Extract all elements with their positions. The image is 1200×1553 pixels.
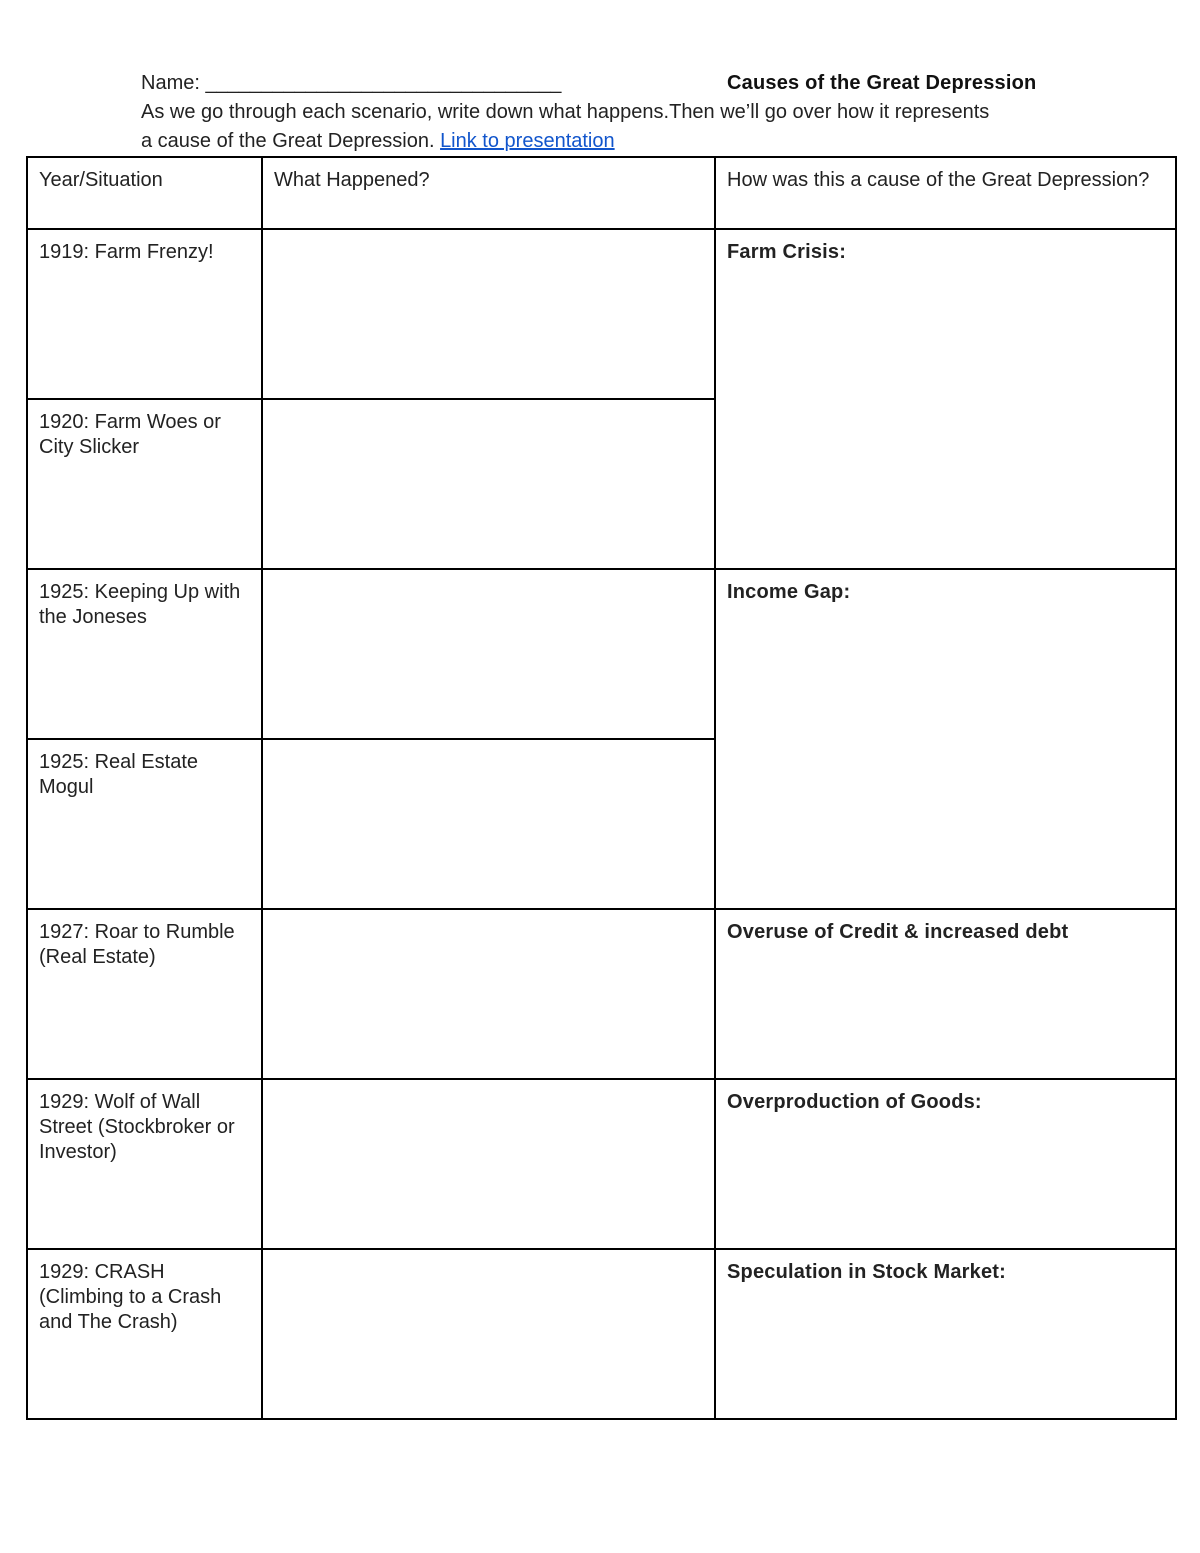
cause-answer-cell[interactable]: Farm Crisis: xyxy=(715,229,1176,569)
situation-cell: 1920: Farm Woes or City Slicker xyxy=(27,399,262,569)
situation-cell: 1929: Wolf of Wall Street (Stockbroker or Investor) xyxy=(27,1079,262,1249)
instructions-line-2 xyxy=(141,129,615,153)
what-happened-answer-cell[interactable] xyxy=(262,909,715,1079)
situation-cell: 1919: Farm Frenzy! xyxy=(27,229,262,399)
table-row xyxy=(27,909,1176,1079)
what-happened-answer-cell[interactable] xyxy=(262,399,715,569)
situation-cell: 1925: Keeping Up with the Joneses xyxy=(27,569,262,739)
presentation-link[interactable]: Link to presentation xyxy=(440,130,615,152)
what-happened-answer-cell[interactable] xyxy=(262,1249,715,1419)
column-header-year-situation: Year/Situation xyxy=(27,157,262,229)
name-field-label: Name: ________________________________ xyxy=(141,72,562,94)
table-row xyxy=(27,569,1176,739)
what-happened-answer-cell[interactable] xyxy=(262,229,715,399)
what-happened-answer-cell[interactable] xyxy=(262,569,715,739)
table-row xyxy=(27,1079,1176,1249)
scenario-table xyxy=(26,156,1177,1420)
worksheet-title: Causes of the Great Depression xyxy=(727,72,1037,94)
column-header-what-happened: What Happened? xyxy=(262,157,715,229)
table-header-row xyxy=(27,157,1176,229)
cause-answer-cell[interactable]: Overproduction of Goods: xyxy=(715,1079,1176,1249)
column-header-cause: How was this a cause of the Great Depression? xyxy=(715,157,1176,229)
cause-answer-cell[interactable]: Income Gap: xyxy=(715,569,1176,909)
what-happened-answer-cell[interactable] xyxy=(262,739,715,909)
instructions-line-1: As we go through each scenario, write down what happens.Then we’ll go over how it represents xyxy=(141,101,990,123)
instructions-line-2-text: a cause of the Great Depression. xyxy=(141,130,441,152)
situation-cell: 1925: Real Estate Mogul xyxy=(27,739,262,909)
cause-answer-cell[interactable]: Speculation in Stock Market: xyxy=(715,1249,1176,1419)
table-row xyxy=(27,229,1176,399)
table-row xyxy=(27,1249,1176,1419)
situation-cell: 1929: CRASH (Climbing to a Crash and The Crash) xyxy=(27,1249,262,1419)
what-happened-answer-cell[interactable] xyxy=(262,1079,715,1249)
cause-answer-cell[interactable]: Overuse of Credit & increased debt xyxy=(715,909,1176,1079)
situation-cell: 1927: Roar to Rumble (Real Estate) xyxy=(27,909,262,1079)
